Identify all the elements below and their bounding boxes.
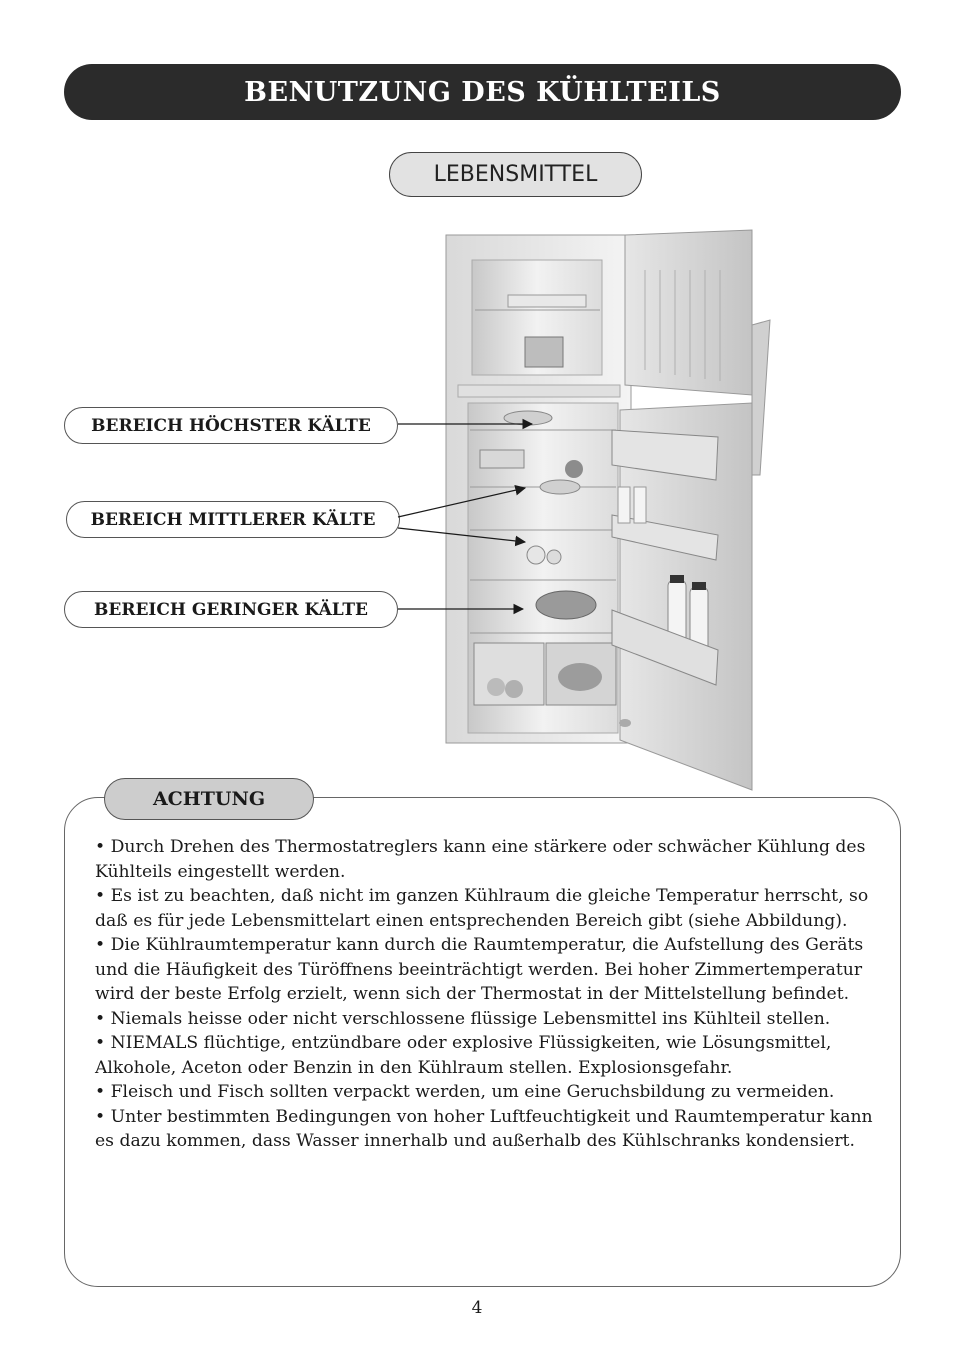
zone-label-medium: BEREICH MITTLERER KÄLTE xyxy=(66,501,400,538)
warning-item: • Es ist zu beachten, daß nicht im ganzen Kühlraum die gleiche Temperatur herrscht, so daß es für jede Lebensmittelart einen entsprechenden Bereich gibt (siehe Abbildung). xyxy=(95,886,869,931)
warning-title: ACHTUNG xyxy=(104,778,314,820)
warning-list xyxy=(95,835,885,1154)
warning-item: • Die Kühlraumtemperatur kann durch die Raumtemperatur, die Aufstellung des Geräts und die Häufigkeit des Türöffnens beeinträchtigt werden. Bei hoher Zimmertemperatur wird der beste Erfolg erzielt, wenn sich der Thermostat in der Mittelstellung befindet. xyxy=(95,935,864,1004)
fish-icon xyxy=(536,591,596,619)
fridge-illustration xyxy=(440,225,780,795)
bowl-icon xyxy=(504,411,552,425)
warning-item: • Durch Drehen des Thermostatreglers kann eine stärkere oder schwächer Kühlung des Kühlteils eingestellt werden. xyxy=(95,837,866,882)
zone-label-coldest: BEREICH HÖCHSTER KÄLTE xyxy=(64,407,398,444)
warning-item: • NIEMALS flüchtige, entzündbare oder explosive Flüssigkeiten, wie Lösungsmittel, Alkohole, Aceton oder Benzin in den Kühlraum stellen. Explosionsgefahr. xyxy=(95,1033,832,1078)
freezer-door xyxy=(625,230,752,395)
page-number: 4 xyxy=(471,1298,483,1318)
section-label: LEBENSMITTEL xyxy=(389,152,642,197)
compartment-divider xyxy=(458,385,620,397)
page-title: BENUTZUNG DES KÜHLTEILS xyxy=(244,76,721,108)
warning-item: • Unter bestimmten Bedingungen von hoher Luftfeuchtigkeit und Raumtemperatur kann es dazu kommen, dass Wasser innerhalb und außerhalb des Kühlschranks kondensiert. xyxy=(95,1106,873,1151)
apple-icon xyxy=(565,460,583,478)
zone-label-least-cold: BEREICH GERINGER KÄLTE xyxy=(64,591,398,628)
warning-item: • Niemals heisse oder nicht verschlossene flüssige Lebensmittel ins Kühlteil stellen. xyxy=(95,1008,831,1029)
page-title-banner xyxy=(64,64,901,120)
warning-item: • Fleisch und Fisch sollten verpackt werden, um eine Geruchsbildung zu vermeiden. xyxy=(95,1082,835,1102)
